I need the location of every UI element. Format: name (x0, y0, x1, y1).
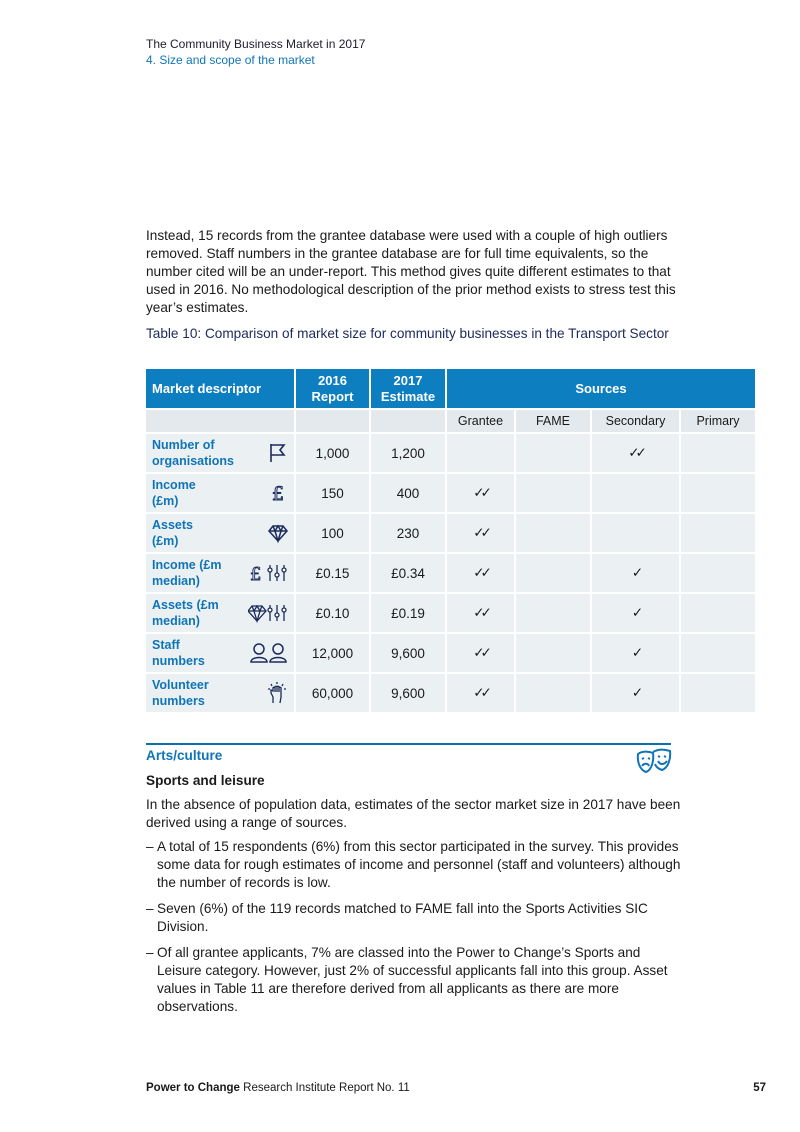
value-2016: £0.15 (296, 554, 371, 594)
source-primary (681, 634, 755, 674)
source-grantee: ✓✓ (447, 554, 516, 594)
row-label: Volunteer numbers (152, 678, 209, 708)
value-2017: 1,200 (371, 434, 447, 474)
bullet-dash: – (146, 945, 154, 960)
bullet-text: Of all grantee applicants, 7% are classed into the Power to Change’s Sports and Leisure category. However, just 2% of successful applicants fall into this group. Asset values in Table 11 are therefore derived from all applicants as there are more observations. (157, 945, 668, 1014)
header-2017-label: 2017 Estimate (380, 372, 436, 404)
bullet-dash: – (146, 839, 154, 854)
list-item (146, 944, 686, 1016)
value-2016: 60,000 (296, 674, 371, 714)
sports-leisure-heading: Sports and leisure (146, 773, 265, 788)
row-label: Staff numbers (152, 638, 205, 668)
source-grantee: ✓✓ (447, 514, 516, 554)
value-2016: 100 (296, 514, 371, 554)
svg-text:£: £ (272, 483, 285, 504)
header-market-descriptor: Market descriptor (146, 369, 296, 410)
row-descriptor (146, 474, 296, 514)
value-2017: £0.34 (371, 554, 447, 594)
row-descriptor (146, 674, 296, 714)
diamond-icon (268, 523, 288, 543)
header-2016-report (296, 369, 371, 410)
intro-paragraph: Instead, 15 records from the grantee database were used with a couple of high outliers removed. Staff numbers in the grantee database are for full time equivalents, so the number cited will be an under-report. This method gives quite different estimates to that used in 2016. No methodological description of the prior method exists to stress test this year’s estimates. (146, 228, 676, 315)
raised-hand-icon (266, 681, 288, 705)
source-primary (681, 554, 755, 594)
header-2017-estimate (371, 369, 447, 410)
section-title: 4. Size and scope of the market (146, 53, 315, 67)
table-row (146, 434, 755, 474)
footer-report-label (146, 1082, 410, 1094)
source-secondary: ✓ (592, 674, 681, 714)
table-header-row (146, 369, 755, 410)
subheader-primary: Primary (681, 410, 755, 434)
row-descriptor (146, 554, 296, 594)
svg-text:£: £ (250, 564, 262, 584)
value-2017: 400 (371, 474, 447, 514)
table-row (146, 674, 755, 714)
list-item (146, 900, 686, 936)
source-grantee: ✓✓ (447, 634, 516, 674)
bullet-text: Seven (6%) of the 119 records matched to FAME fall into the Sports Activities SIC Division. (157, 901, 648, 934)
value-2016: 12,000 (296, 634, 371, 674)
row-label: Assets (£m median) (152, 598, 219, 628)
source-primary (681, 514, 755, 554)
pound-sliders-icon (250, 562, 288, 584)
source-secondary (592, 514, 681, 554)
bullet-text: A total of 15 respondents (6%) from this sector participated in the survey. This provides some data for rough estimates of income and personnel (staff and volunteers) although the number of records is low. (157, 839, 681, 890)
bullet-dash: – (146, 901, 154, 916)
page-footer (146, 1082, 766, 1094)
table-row (146, 634, 755, 674)
source-fame (516, 674, 592, 714)
row-label: Assets (£m) (152, 518, 193, 548)
table-row (146, 474, 755, 514)
arts-culture-heading: Arts/culture (146, 748, 223, 763)
source-grantee: ✓✓ (447, 474, 516, 514)
sports-intro-paragraph: In the absence of population data, estimates of the sector market size in 2017 have been derived using a range of sources. (146, 797, 681, 830)
subheader-grantee: Grantee (447, 410, 516, 434)
row-label: Number of organisations (152, 438, 234, 468)
source-primary (681, 674, 755, 714)
value-2017: 9,600 (371, 674, 447, 714)
theatre-masks-icon (636, 748, 672, 779)
pound-icon (270, 482, 288, 504)
subheader-empty (371, 410, 447, 434)
source-primary (681, 434, 755, 474)
source-fame (516, 434, 592, 474)
subheader-empty (296, 410, 371, 434)
subheader-secondary: Secondary (592, 410, 681, 434)
source-fame (516, 474, 592, 514)
source-primary (681, 594, 755, 634)
source-fame (516, 514, 592, 554)
footer-report: Research Institute Report No. 11 (243, 1082, 410, 1094)
list-item (146, 838, 686, 892)
page-number: 57 (753, 1082, 766, 1094)
header-sources: Sources (447, 369, 755, 410)
running-header (146, 36, 365, 68)
table-row (146, 514, 755, 554)
source-grantee: ✓✓ (447, 594, 516, 634)
row-label: Income (£m median) (152, 558, 222, 588)
source-fame (516, 594, 592, 634)
document-title: The Community Business Market in 2017 (146, 37, 366, 51)
value-2017: 230 (371, 514, 447, 554)
source-primary (681, 474, 755, 514)
flag-icon (268, 442, 288, 464)
value-2016: 1,000 (296, 434, 371, 474)
header-2016-label: 2016 Report (311, 372, 354, 404)
value-2016: £0.10 (296, 594, 371, 634)
row-descriptor (146, 434, 296, 474)
diamond-sliders-icon (248, 602, 288, 624)
table-subheader-row (146, 410, 755, 434)
row-descriptor (146, 514, 296, 554)
source-grantee (447, 434, 516, 474)
market-size-table (146, 369, 755, 714)
source-fame (516, 634, 592, 674)
source-fame (516, 554, 592, 594)
subheader-empty (146, 410, 296, 434)
source-secondary: ✓✓ (592, 434, 681, 474)
section-divider (146, 743, 671, 745)
table-row (146, 594, 755, 634)
source-secondary: ✓ (592, 554, 681, 594)
table-row (146, 554, 755, 594)
people-icon (250, 642, 288, 664)
table-caption: Table 10: Comparison of market size for community businesses in the Transport Sector (146, 326, 669, 341)
footer-brand: Power to Change (146, 1082, 240, 1094)
source-secondary: ✓ (592, 634, 681, 674)
value-2017: 9,600 (371, 634, 447, 674)
source-secondary: ✓ (592, 594, 681, 634)
sports-bullet-list (146, 838, 686, 1024)
source-grantee: ✓✓ (447, 674, 516, 714)
value-2017: £0.19 (371, 594, 447, 634)
source-secondary (592, 474, 681, 514)
value-2016: 150 (296, 474, 371, 514)
row-descriptor (146, 594, 296, 634)
subheader-fame: FAME (516, 410, 592, 434)
row-descriptor (146, 634, 296, 674)
row-label: Income (£m) (152, 478, 196, 508)
